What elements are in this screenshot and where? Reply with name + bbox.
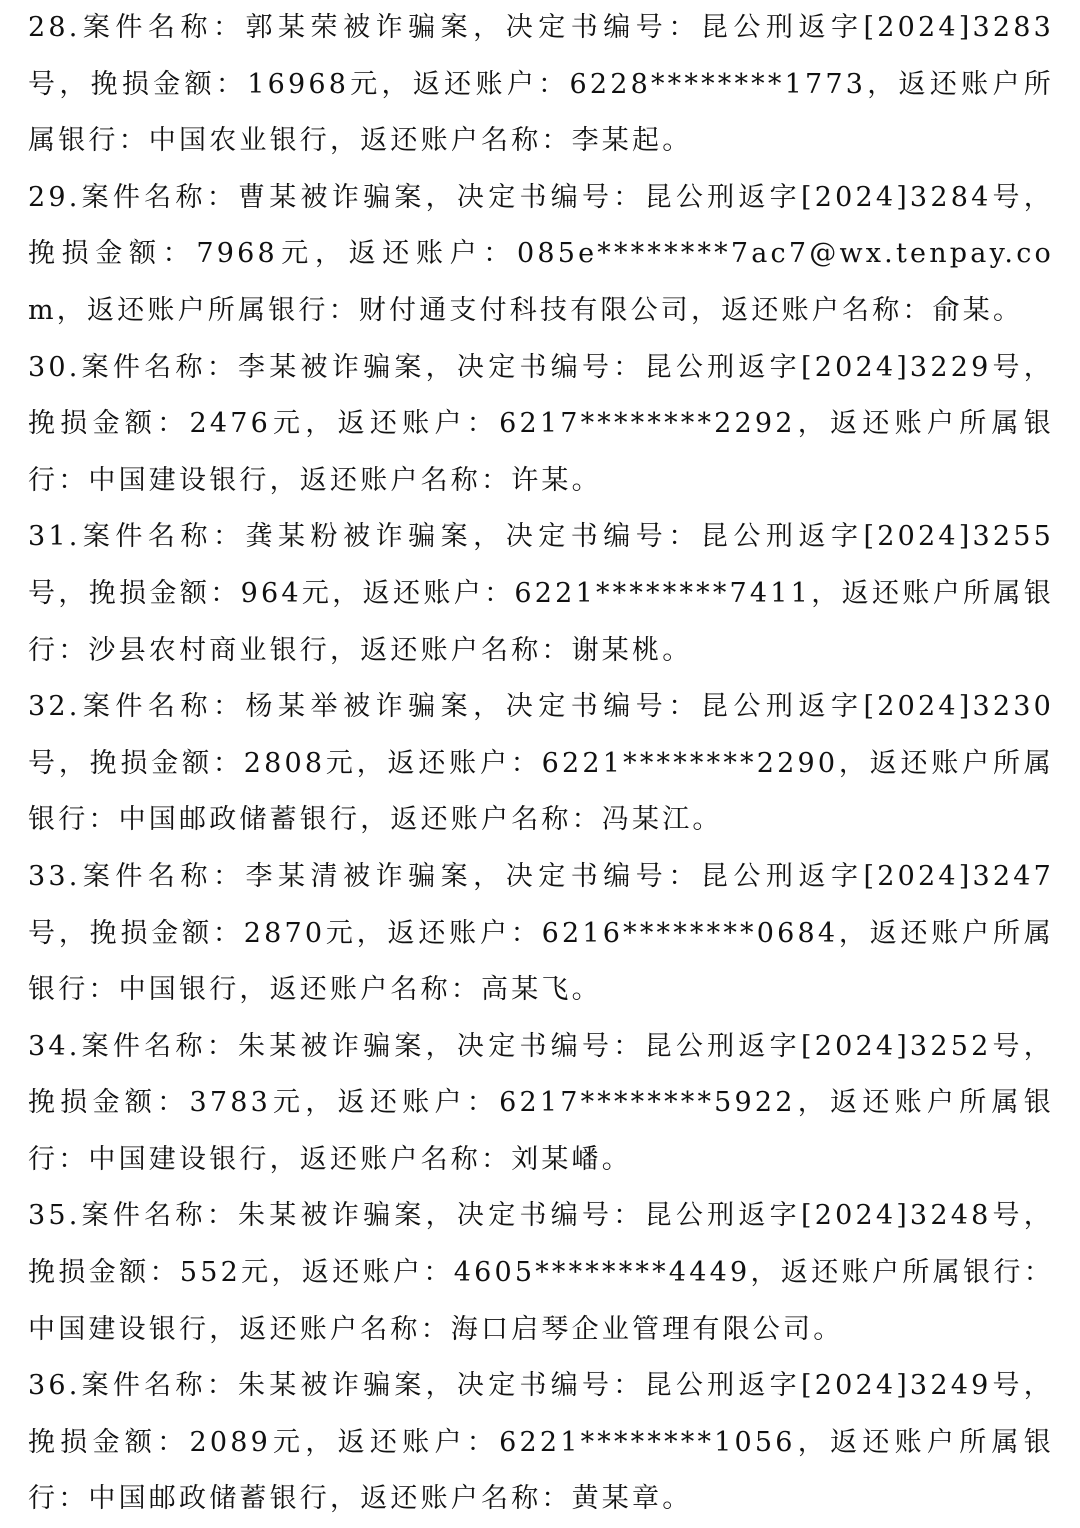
case-entry-34: 34.案件名称：朱某被诈骗案，决定书编号：昆公刑返字[2024]3252号，挽损金额：3783元，返还账户：6217********5922，返还账户所属银行：中国建设银行，返还账户名称：刘某嶓。: [28, 1030, 1054, 1175]
case-entry-31: 31.案件名称：龚某粉被诈骗案，决定书编号：昆公刑返字[2024]3255号，挽损金额：964元，返还账户：6221********7411，返还账户所属银行：沙县农村商业银行，返还账户名称：谢某桃。: [28, 521, 1054, 666]
case-entry-36: 36.案件名称：朱某被诈骗案，决定书编号：昆公刑返字[2024]3249号，挽损金额：2089元，返还账户：6221********1056，返还账户所属银行：中国邮政储蓄银行，返还账户名称：黄某章。: [28, 1370, 1054, 1515]
case-entry-33: 33.案件名称：李某清被诈骗案，决定书编号：昆公刑返字[2024]3247号，挽损金额：2870元，返还账户：6216********0684，返还账户所属银行：中国银行，返还账户名称：高某飞。: [28, 860, 1054, 1006]
case-entry-29: 29.案件名称：曹某被诈骗案，决定书编号：昆公刑返字[2024]3284号，挽损金额：7968元，返还账户：085e********7ac7@wx.tenpay.com，返还账户所属银行：财付通支付科技有限公司，返还账户名称：俞某。: [28, 181, 1054, 326]
case-entry-35: 35.案件名称：朱某被诈骗案，决定书编号：昆公刑返字[2024]3248号，挽损金额：552元，返还账户：4605********4449，返还账户所属银行：中国建设银行，返还账户名称：海口启琴企业管理有限公司。: [28, 1200, 1054, 1345]
case-entry-28: 28.案件名称：郭某荣被诈骗案，决定书编号：昆公刑返字[2024]3283号，挽损金额：16968元，返还账户：6228********1773，返还账户所属银行：中国农业银行，返还账户名称：李某起。: [28, 12, 1054, 157]
case-entry-32: 32.案件名称：杨某举被诈骗案，决定书编号：昆公刑返字[2024]3230号，挽损金额：2808元，返还账户：6221********2290，返还账户所属银行：中国邮政储蓄银行，返还账户名称：冯某江。: [28, 691, 1054, 836]
case-entry-30: 30.案件名称：李某被诈骗案，决定书编号：昆公刑返字[2024]3229号，挽损金额：2476元，返还账户：6217********2292，返还账户所属银行：中国建设银行，返还账户名称：许某。: [28, 351, 1054, 496]
